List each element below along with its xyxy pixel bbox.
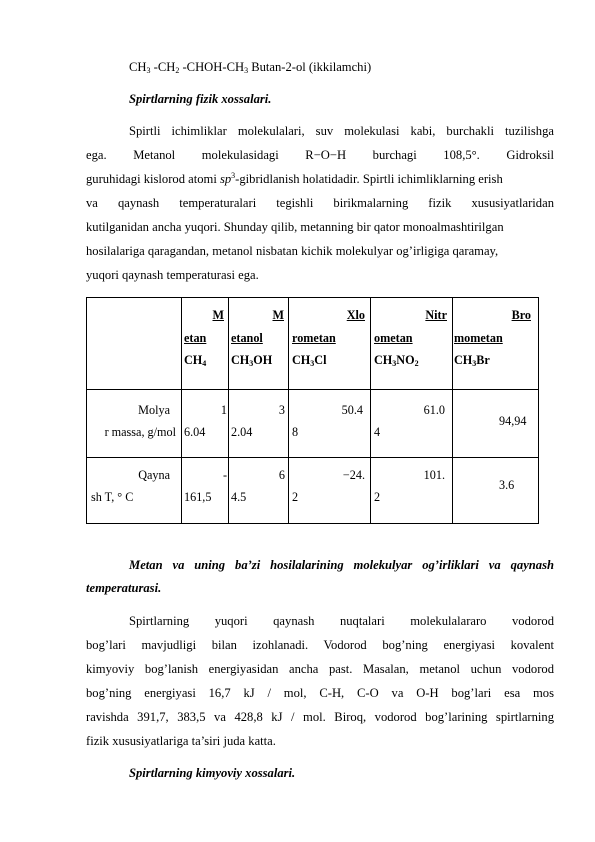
cell-value: 2.04 xyxy=(231,425,253,439)
subscript: 3 xyxy=(244,66,249,75)
formula-line xyxy=(129,57,554,77)
row-label-molar-mass-b: r massa, g/mol xyxy=(104,425,176,439)
col-header-methanol-a: M xyxy=(272,308,284,322)
col-header-methanol-formula: $CH_3OH$ xyxy=(231,353,273,368)
para2-line3: kimyoviy bog’lanish energiyasidan ancha past. Masalan, metanol uchun vodorod xyxy=(86,662,554,676)
col-header-bromomethane-b: mometan xyxy=(454,331,503,345)
para1-line4: va qaynash temperaturalari tegishli birikmalarning fizik xususiyatlaridan xyxy=(86,196,554,210)
para2-line2: bog’lari mavjudligi bilan izohlanadi. Vodorod bog’ning energiyasi kovalent xyxy=(86,638,554,652)
cell-value: 4.5 xyxy=(231,490,247,504)
properties-table xyxy=(86,297,539,524)
cell-value: 6 xyxy=(278,468,285,482)
cell-value: 3 xyxy=(278,403,285,417)
formula-text: Butan-2-ol (ikkilamchi) xyxy=(248,60,372,74)
cell-value: 101. xyxy=(423,468,445,482)
col-header-methane-formula: $CH_4$ xyxy=(184,353,207,368)
cell-value: 6.04 xyxy=(184,425,206,439)
formula-text: -CHOH-CH xyxy=(179,60,245,74)
cell-value: 8 xyxy=(292,425,299,439)
cell-value: 1 xyxy=(220,403,227,417)
text: guruhidagi kislorod atomi xyxy=(86,172,220,186)
para1-line1: Spirtli ichimliklar molekulalari, suv molekulasi kabi, burchakli tuzilishga xyxy=(129,124,554,138)
col-header-methane-b: etan xyxy=(184,331,207,345)
para1-line6: hosilalariga qaragandan, metanol nisbatan kichik molekulyar og’irligiga qaramay, xyxy=(86,244,499,258)
subscript: 3 xyxy=(146,66,151,75)
col-header-chloromethane-a: Xlo xyxy=(346,308,365,322)
col-header-bromomethane-a: Bro xyxy=(511,308,531,322)
cell-value: 94,94 xyxy=(499,414,527,428)
cell-value: 61.0 xyxy=(423,403,445,417)
heading-molecular-weights-line1: Metan va uning ba’zi hosilalarining molekulyar og’irliklari va qaynash xyxy=(129,558,554,572)
col-header-methane-a: M xyxy=(212,308,224,322)
superscript: 3 xyxy=(231,171,236,180)
cell-value: 2 xyxy=(374,490,381,504)
col-header-nitromethane-b: ometan xyxy=(374,331,413,345)
col-header-bromomethane-formula: $CH_3Br$ xyxy=(454,353,490,368)
col-header-methanol-b: etanol xyxy=(231,331,263,345)
cell-value: - xyxy=(222,468,227,482)
heading-molecular-weights-line2: temperaturasi. xyxy=(86,581,162,595)
col-header-nitromethane-formula: $CH_3NO_2$ xyxy=(374,353,419,368)
col-header-chloromethane-b: rometan xyxy=(292,331,336,345)
formula-text: CH xyxy=(129,60,147,74)
cell-value: 161,5 xyxy=(184,490,212,504)
heading-physical-properties: Spirtlarning fizik xossalari. xyxy=(129,92,272,106)
row-label-molar-mass-a: Molya xyxy=(138,403,170,417)
row-label-boiling-point-b: sh T, ° C xyxy=(91,490,134,504)
para1-line5: kutilganidan ancha yuqori. Shunday qilib, metanning bir qator monoalmashtirilgan xyxy=(86,220,504,234)
text: -gibridlanish holatidadir. Spirtli ichimliklarning erish xyxy=(235,172,503,186)
cell-value: −24. xyxy=(342,468,365,482)
para2-line4: bog’ning energiyasi 16,7 kJ / mol, C-H, C-O va O-H bog’lari esa mos xyxy=(86,686,554,700)
para2-line5: ravishda 391,7, 383,5 va 428,8 kJ / mol. Biroq, vodorod bog’larining spirtlarning xyxy=(86,710,554,724)
col-header-nitromethane-a: Nitr xyxy=(425,308,447,322)
para1-line3 xyxy=(86,169,554,189)
sp-term: sp xyxy=(219,172,232,186)
para2-line1: Spirtlarning yuqori qaynash nuqtalari molekulalararo vodorod xyxy=(129,614,554,628)
cell-value: 4 xyxy=(374,425,381,439)
row-label-boiling-point-a: Qayna xyxy=(138,468,170,482)
para2-line6: fizik xususiyatlariga ta’siri juda katta. xyxy=(86,734,276,748)
para1-line2: ega. Metanol molekulasidagi R−O−H burchagi 108,5°. Gidroksil xyxy=(86,148,554,162)
subscript: 2 xyxy=(175,66,180,75)
formula-text: -CH xyxy=(150,60,176,74)
cell-value: 2 xyxy=(292,490,299,504)
heading-chemical-properties: Spirtlarning kimyoviy xossalari. xyxy=(129,766,296,780)
para1-line7: yuqori qaynash temperaturasi ega. xyxy=(86,268,259,282)
cell-value: 50.4 xyxy=(341,403,363,417)
col-header-chloromethane-formula: $CH_3Cl$ xyxy=(292,353,327,368)
cell-value: 3.6 xyxy=(499,478,515,492)
